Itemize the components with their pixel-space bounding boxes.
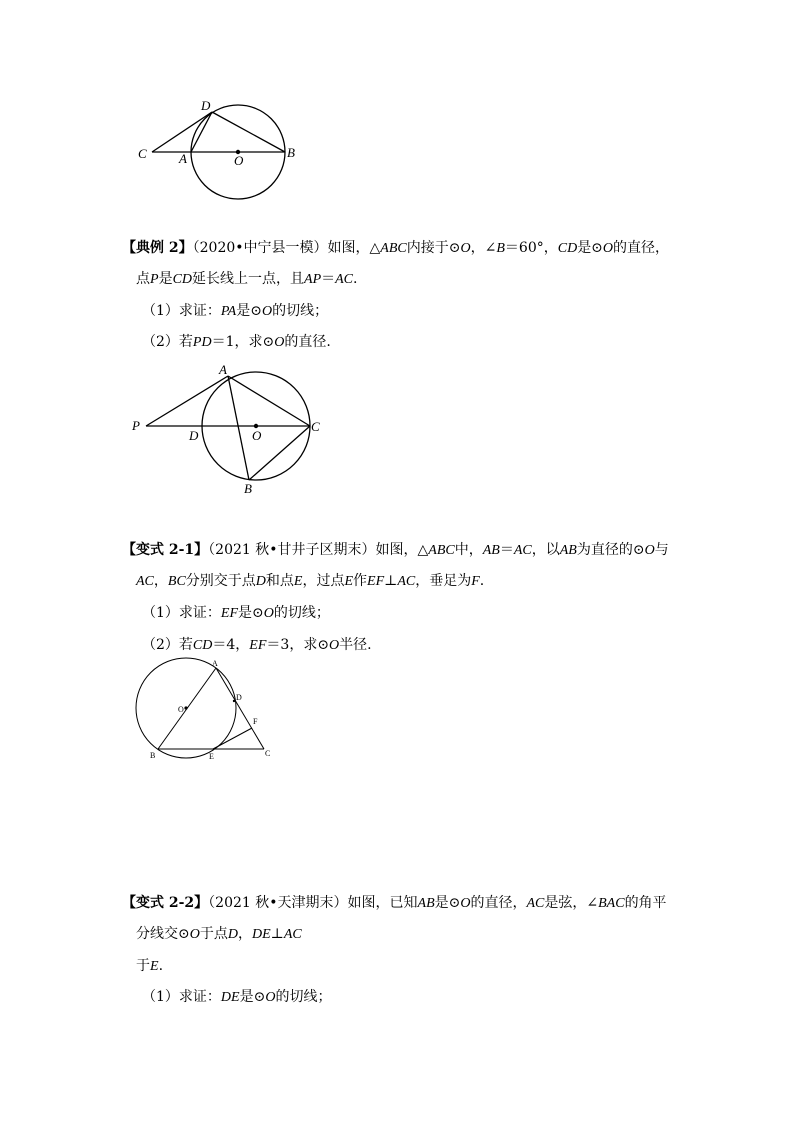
math: D (255, 574, 266, 589)
text: 点 (136, 271, 150, 287)
fig3-label-b: B (150, 751, 156, 760)
fig2-label-a: A (219, 362, 227, 377)
example2-question-2 (142, 333, 331, 352)
text: 如图，已知 (347, 895, 418, 911)
text: 是⊙ (238, 605, 264, 621)
text: ，以 (531, 542, 560, 558)
fig2-label-b: B (244, 481, 252, 496)
text: 是弦，∠ (544, 895, 599, 911)
text: （2）若 (142, 637, 193, 653)
variant22-source: （2021 秋•天津期末） (208, 895, 348, 911)
figure-variant21 (135, 655, 280, 765)
math: O (261, 304, 273, 319)
math: AC (136, 574, 154, 589)
fig3-line-ac (216, 668, 264, 749)
text: 中， (454, 542, 483, 558)
text: 的角平 (624, 895, 667, 911)
fig1-label-o: O (234, 153, 244, 168)
text: 的直径， (470, 895, 527, 911)
math: E (293, 574, 303, 589)
math: AB (559, 543, 577, 558)
fig3-label-a: A (212, 659, 218, 668)
text: . (479, 573, 485, 589)
math: AC (283, 927, 302, 942)
figure-example2 (130, 360, 330, 500)
math: BAC (598, 896, 625, 911)
example2-source: （2020•中宁县一模） (192, 240, 328, 256)
text: 内接于⊙ (406, 240, 461, 256)
text: 是⊙ (236, 303, 262, 319)
text: 的切线； (272, 303, 329, 319)
text: ⊥ (384, 573, 398, 589)
text: ＝ (499, 542, 514, 558)
text: ＝4， (212, 637, 250, 653)
text: 的直径. (284, 334, 331, 350)
text: 于点 (199, 926, 228, 942)
text: 分线交⊙ (136, 926, 190, 942)
fig2-line-ab (228, 376, 249, 480)
math: CD (192, 638, 213, 653)
text: 的切线； (273, 605, 330, 621)
text: 是⊙ (239, 989, 266, 1005)
text: ，垂足为 (415, 573, 472, 589)
text: ⊥ (270, 926, 284, 942)
text: 是⊙ (434, 895, 461, 911)
variant21-question-2 (142, 636, 372, 655)
fig3-point-d (233, 700, 235, 702)
math: AC (526, 896, 545, 911)
variant22-line1 (122, 894, 667, 913)
variant21-line1 (122, 541, 669, 560)
math: DE (220, 990, 240, 1005)
fig1-label-b: B (287, 145, 295, 160)
math: EF (367, 574, 385, 589)
figure-1-circle-tangent (130, 95, 310, 200)
fig3-label-f: F (253, 717, 258, 726)
text: ＝ (321, 271, 336, 287)
math: O (460, 896, 471, 911)
text: . (158, 958, 164, 974)
text: 和点 (265, 573, 294, 589)
math: AC (397, 574, 416, 589)
math: O (460, 241, 471, 256)
text: 如图，△ (327, 240, 381, 256)
math: PA (220, 304, 237, 319)
fig2-label-o: O (252, 428, 262, 443)
text: （1）求证： (142, 989, 221, 1005)
fig3-label-e: E (209, 752, 214, 761)
variant22-line2 (136, 925, 302, 944)
math: PD (192, 335, 212, 350)
fig3-center-dot (184, 706, 187, 709)
text: 分别交于点 (185, 573, 256, 589)
math: O (189, 927, 200, 942)
math: AC (335, 272, 354, 287)
text: （1）求证： (142, 303, 221, 319)
text: . (353, 271, 358, 287)
fig2-line-ac (228, 376, 310, 426)
fig3-line-ef (213, 728, 252, 749)
fig2-line-pa (146, 376, 228, 426)
math: DE (251, 927, 271, 942)
text: （1）求证： (142, 605, 221, 621)
math: O (263, 606, 274, 621)
math: O (602, 241, 614, 256)
math: D (227, 927, 238, 942)
variant21-question-1 (142, 604, 330, 623)
math: EF (249, 638, 267, 653)
text: 延长线上一点，且 (192, 271, 305, 287)
text: 的切线； (275, 989, 332, 1005)
variant21-tag: 【变式 2-1】 (122, 542, 209, 558)
text: 作 (353, 573, 368, 589)
text: 是⊙ (577, 240, 603, 256)
fig1-label-c: C (138, 146, 147, 161)
example2-question-1 (142, 302, 328, 321)
variant22-tag: 【变式 2-2】 (122, 895, 209, 911)
fig1-label-d: D (201, 98, 211, 113)
text: ＝60°， (504, 240, 558, 256)
math: F (471, 574, 480, 589)
math: AB (417, 896, 435, 911)
text: ，∠ (470, 240, 497, 256)
fig2-label-c: C (311, 419, 320, 434)
fig1-line-db (212, 112, 285, 152)
variant21-line2 (136, 572, 484, 591)
text: ， (237, 926, 252, 942)
math: O (274, 335, 285, 350)
math: O (644, 543, 655, 558)
math: CD (172, 272, 193, 287)
text: ，过点 (302, 573, 345, 589)
math: CD (557, 241, 578, 256)
text: ＝3，求⊙ (266, 637, 330, 653)
text: 如图，△ (375, 542, 429, 558)
fig2-label-p: P (132, 418, 140, 433)
math: EF (220, 606, 239, 621)
math: B (496, 241, 505, 256)
math: BC (167, 574, 186, 589)
math: AC (513, 543, 532, 558)
text: 半径. (339, 637, 372, 653)
text: 是 (158, 271, 173, 287)
text: （2）若 (142, 334, 193, 350)
fig3-label-o: O (178, 705, 184, 714)
text: 与 (654, 542, 669, 558)
math: ABC (380, 241, 407, 256)
variant21-source: （2021 秋•甘井子区期末） (208, 542, 376, 558)
variant22-line3 (136, 957, 163, 976)
example2-tag: 【典例 2】 (122, 240, 193, 256)
example2-line1 (122, 239, 669, 258)
text: 于 (136, 958, 150, 974)
math: AB (482, 543, 500, 558)
fig1-line-cd (152, 112, 212, 152)
math: O (265, 990, 276, 1005)
math: ABC (428, 543, 455, 558)
text: ＝1，求⊙ (211, 334, 275, 350)
text: ， (153, 573, 168, 589)
math: AP (304, 272, 322, 287)
fig1-line-ad (191, 112, 212, 152)
math: E (150, 959, 159, 974)
text: 的直径， (613, 240, 670, 256)
fig2-label-d: D (189, 428, 199, 443)
fig3-label-d: D (236, 693, 242, 702)
math: O (329, 638, 340, 653)
variant22-question-1 (142, 988, 331, 1007)
math: E (344, 574, 354, 589)
fig1-label-a: A (179, 151, 187, 166)
text: 为直径的⊙ (576, 542, 645, 558)
example2-line2 (136, 270, 357, 289)
fig3-label-c: C (265, 749, 271, 758)
math: P (150, 272, 159, 287)
